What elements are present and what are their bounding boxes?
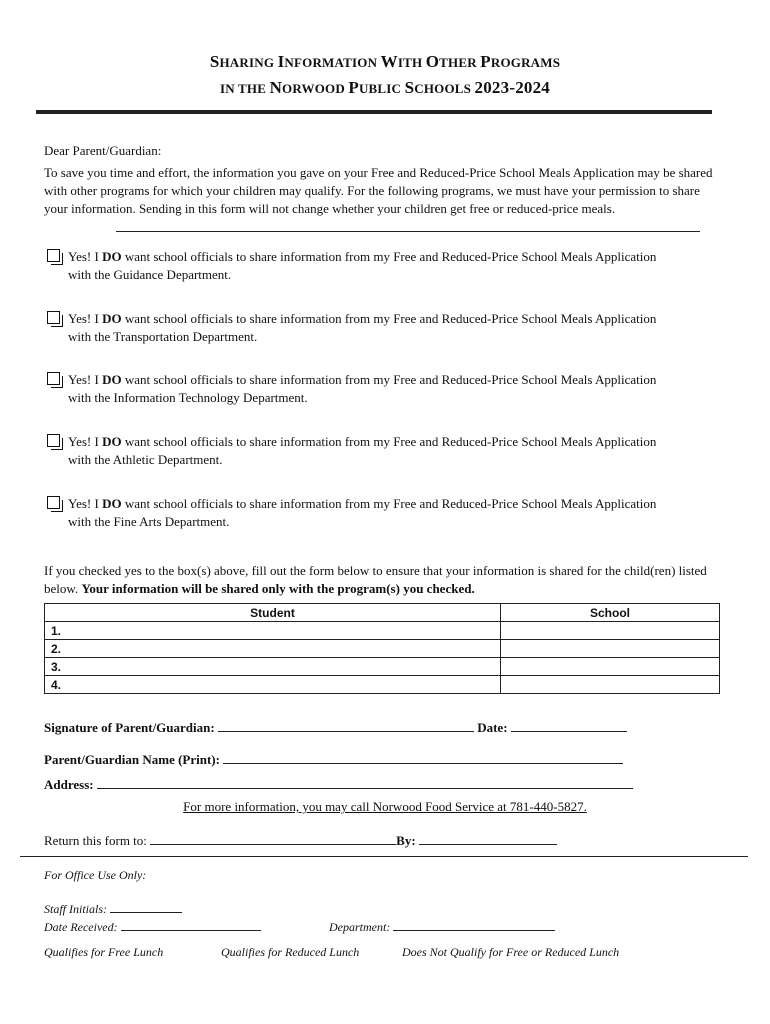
option-rest: want school officials to share information from my Free and Reduced-Price School Meals Application — [121, 496, 657, 511]
option-line1 — [68, 310, 656, 328]
address-field[interactable] — [97, 776, 633, 789]
option-prefix: Yes! I — [68, 434, 103, 449]
signature-field[interactable] — [218, 719, 474, 732]
option-line2: with the Information Technology Department. — [68, 390, 308, 405]
title-text: HARING — [219, 55, 278, 70]
school-cell[interactable] — [501, 676, 720, 694]
department-field[interactable] — [393, 918, 555, 931]
title-text: W — [380, 52, 398, 71]
checkbox-it[interactable] — [47, 372, 60, 385]
option-bold: DO — [102, 311, 122, 326]
student-table — [44, 603, 720, 694]
intro-underline — [116, 231, 700, 232]
title-text: CHOOLS — [414, 81, 475, 96]
title-text: O — [425, 52, 440, 71]
signature-label: Signature of Parent/Guardian: — [44, 720, 215, 735]
greeting: Dear Parent/Guardian: — [44, 143, 162, 158]
title-text: P — [480, 52, 491, 71]
guardian-name-field[interactable] — [223, 751, 623, 764]
title-text: IN THE — [219, 81, 270, 96]
checkbox-guidance[interactable] — [47, 249, 60, 262]
checkbox-transportation[interactable] — [47, 311, 60, 324]
student-cell[interactable]: 2. — [45, 640, 501, 658]
page-title-line2 — [0, 78, 770, 98]
option-rest: want school officials to share information from my Free and Reduced-Price School Meals Application — [121, 311, 657, 326]
by-field[interactable] — [419, 832, 557, 845]
title-text: ROGRAMS — [490, 55, 561, 70]
page-title-line1 — [0, 52, 770, 72]
checkbox-fine-arts[interactable] — [47, 496, 60, 509]
title-text: S — [404, 78, 415, 97]
title-text: ITH — [397, 55, 426, 70]
option-line2: with the Fine Arts Department. — [68, 514, 230, 529]
option-rest: want school officials to share information from my Free and Reduced-Price School Meals Application — [121, 372, 657, 387]
title-text: THER — [439, 55, 481, 70]
title-text: NFORMATION — [284, 55, 381, 70]
qualifies-reduced: Qualifies for Reduced Lunch — [221, 945, 360, 959]
option-bold: DO — [102, 249, 122, 264]
date-field[interactable] — [511, 719, 627, 732]
office-heading: For Office Use Only: — [44, 868, 147, 882]
option-line1 — [68, 433, 656, 451]
student-cell[interactable]: 4. — [45, 676, 501, 694]
date-received-field[interactable] — [121, 918, 261, 931]
info-line — [0, 799, 770, 815]
department-row — [329, 918, 555, 935]
instructions-text: If you checked yes to the box(s) above, fill out the form below to ensure that your information is shared for the child(ren) listed below. — [44, 563, 707, 596]
table-row — [45, 658, 720, 676]
title-text: P — [348, 78, 359, 97]
office-divider — [20, 856, 748, 857]
checkbox-athletic[interactable] — [47, 434, 60, 447]
student-cell[interactable]: 3. — [45, 658, 501, 676]
option-line1 — [68, 371, 656, 389]
return-field[interactable] — [150, 832, 396, 845]
option-line2: with the Athletic Department. — [68, 452, 223, 467]
option-line1 — [68, 248, 656, 266]
option-prefix: Yes! I — [68, 249, 103, 264]
title-text: S — [209, 52, 220, 71]
title-text: N — [269, 78, 283, 97]
school-cell[interactable] — [501, 640, 720, 658]
signature-row — [44, 719, 627, 736]
table-row — [45, 676, 720, 694]
guardian-name-row — [44, 751, 623, 768]
table-header-row — [45, 604, 720, 622]
title-text: I — [277, 52, 285, 71]
staff-initials-field[interactable] — [110, 900, 182, 913]
qualifies-free: Qualifies for Free Lunch — [44, 945, 164, 959]
department-label: Department: — [329, 920, 391, 934]
guardian-name-label: Parent/Guardian Name (Print): — [44, 752, 220, 767]
instructions-paragraph — [44, 562, 724, 598]
option-rest: want school officials to share information from my Free and Reduced-Price School Meals Application — [121, 434, 657, 449]
option-line2: with the Transportation Department. — [68, 329, 258, 344]
header-school: School — [501, 604, 720, 622]
date-received-label: Date Received: — [44, 920, 118, 934]
return-label: Return this form to: — [44, 833, 147, 848]
title-year: 2023-2024 — [474, 78, 550, 97]
info-text: For more information, you may call Norwood Food Service at 781-440-5827. — [183, 799, 587, 814]
option-line2: with the Guidance Department. — [68, 267, 232, 282]
date-received-row — [44, 918, 261, 935]
title-text: UBLIC — [358, 81, 405, 96]
school-cell[interactable] — [501, 622, 720, 640]
option-rest: want school officials to share information from my Free and Reduced-Price School Meals Application — [121, 249, 657, 264]
option-prefix: Yes! I — [68, 496, 103, 511]
school-cell[interactable] — [501, 658, 720, 676]
intro-paragraph: To save you time and effort, the information you gave on your Free and Reduced-Price School Meals Application may be shared with other programs for which your children may qualify. For the following programs, we must have your permission to share your information. Sending in this form will not change whether your children get free or reduced-price meals. — [44, 165, 713, 216]
option-bold: DO — [102, 372, 122, 387]
staff-initials-label: Staff Initials: — [44, 902, 107, 916]
option-prefix: Yes! I — [68, 372, 103, 387]
title-text: ORWOOD — [282, 81, 349, 96]
address-row — [44, 776, 633, 793]
header-student: Student — [45, 604, 501, 622]
address-label: Address: — [44, 777, 94, 792]
student-cell[interactable]: 1. — [45, 622, 501, 640]
option-bold: DO — [102, 434, 122, 449]
by-label: By: — [396, 833, 416, 848]
instructions-bold: Your information will be shared only with the program(s) you checked. — [81, 581, 475, 596]
title-divider — [36, 110, 712, 114]
return-row — [44, 832, 557, 849]
table-row — [45, 640, 720, 658]
staff-initials-row — [44, 900, 182, 917]
date-label: Date: — [477, 720, 508, 735]
option-line1 — [68, 495, 656, 513]
table-row — [45, 622, 720, 640]
option-prefix: Yes! I — [68, 311, 103, 326]
option-bold: DO — [102, 496, 122, 511]
does-not-qualify: Does Not Qualify for Free or Reduced Lunch — [402, 945, 620, 959]
